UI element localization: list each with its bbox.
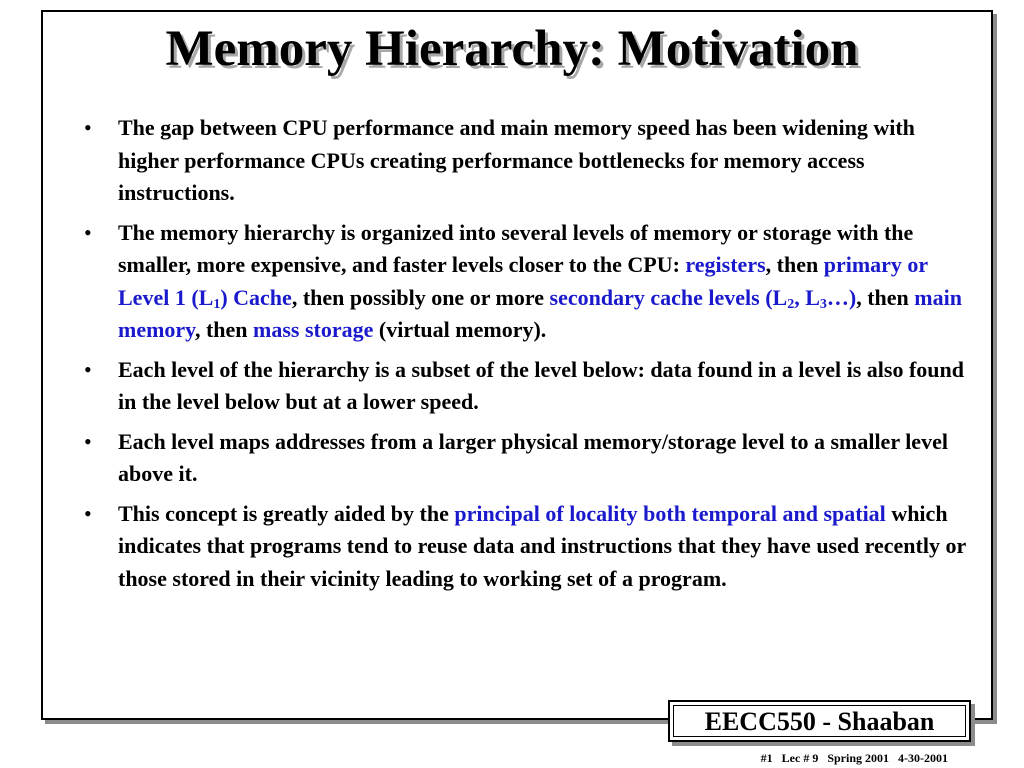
- bullet-item: [75, 354, 970, 419]
- slide-title: Memory Hierarchy: Motivation: [165, 21, 859, 77]
- bullet-text: This concept is greatly aided by the: [118, 500, 455, 526]
- bullet-text: , then: [856, 284, 915, 310]
- highlight-mass-storage: mass storage: [253, 317, 374, 342]
- highlight-registers: registers: [685, 252, 766, 277]
- bullet-text: (virtual memory).: [373, 317, 547, 342]
- bullet-item: [75, 426, 970, 491]
- bullet-item: [75, 217, 970, 347]
- bullet-marker: •: [84, 115, 92, 140]
- bullet-text: The gap between CPU performance and main memory speed has been widening with higher performance CPUs creating performance bottlenecks for memory access instructions.: [118, 115, 915, 205]
- course-badge-label: EECC550 - Shaaban: [673, 705, 966, 737]
- highlight-text: ) Cache: [220, 284, 292, 310]
- subscript: 1: [213, 296, 221, 312]
- bullet-marker: •: [84, 356, 92, 382]
- bullet-text: , then: [194, 317, 254, 342]
- highlight-text: secondary cache levels (L: [549, 284, 788, 310]
- bullet-marker: •: [84, 428, 92, 454]
- bullet-list: [75, 112, 970, 602]
- bullet-text: The memory hierarchy is organized into several levels of memory or storage with the smaller, more expensive, and faster levels closer to the CPU:: [118, 219, 914, 277]
- bullet-item: [75, 498, 970, 596]
- bullet-marker: •: [84, 219, 92, 245]
- course-badge: [668, 700, 971, 742]
- bullet-text: which indicates that programs tend to reuse data and instructions that they have used recently or those stored in their vicinity leading to working set of a program.: [118, 500, 966, 591]
- subscript: 2: [787, 296, 795, 312]
- highlight-secondary-cache: [550, 285, 857, 310]
- bullet-text: , then: [765, 252, 824, 277]
- bullet-item: [75, 112, 970, 210]
- bullet-text: Each level of the hierarchy is a subset of the level below: data found in a level is also found in the level below but at a lower speed.: [118, 356, 964, 414]
- subscript: 3: [819, 296, 827, 312]
- slide-footer: #1 Lec # 9 Spring 2001 4-30-2001: [760, 751, 948, 765]
- highlight-text: …): [826, 284, 857, 310]
- bullet-text: , then possibly one or more: [291, 284, 550, 310]
- highlight-text: primary or Level 1 (L: [118, 252, 928, 310]
- highlight-main-memory: main memory: [118, 284, 962, 342]
- highlight-text: , L: [794, 284, 820, 310]
- bullet-marker: •: [84, 500, 92, 526]
- bullet-text: Each level maps addresses from a larger physical memory/storage level to a smaller level above it.: [118, 428, 948, 486]
- highlight-locality: principal of locality both temporal and spatial: [454, 500, 886, 526]
